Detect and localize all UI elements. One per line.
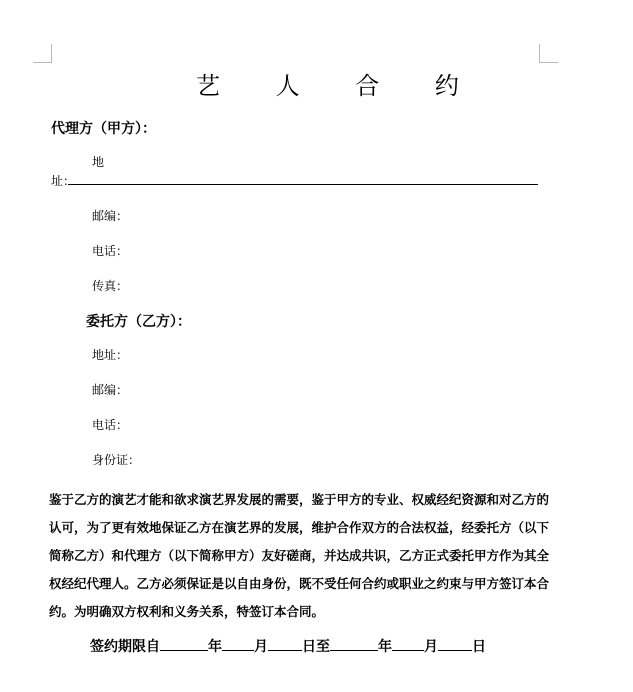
- party-a-address-label: 址：: [51, 174, 76, 188]
- preamble-paragraph: 鉴于乙方的演艺才能和欲求演艺界发展的需要，鉴于甲方的专业、权威经纪资源和对乙方的认可，为了更有效地保证乙方在演艺界的发展，维护合作双方的合法权益，经委托方（以下简称乙方）和代理方（以下简称甲方）友好磋商，并达成共识，乙方正式委托甲方作为其全权经纪代理人。乙方必须保证是以自由身份，既不受任何合约或职业之约束与甲方签订本合约。为明确双方权利和义务关系，特签订本合同。: [49, 492, 550, 619]
- start-month-label: 月: [254, 639, 268, 655]
- party-b-phone-label: 电话：: [92, 418, 129, 432]
- party-a-postcode-label: 邮编：: [92, 209, 129, 223]
- party-b-heading: 委托方（乙方）：: [86, 314, 191, 330]
- end-month-label: 月: [424, 639, 438, 655]
- party-b-id-label: 身份证：: [92, 453, 141, 467]
- party-b-address-label: 地址：: [92, 348, 129, 362]
- contract-title: 艺 人 合 约: [196, 72, 483, 100]
- page-corner-mark-top-right: [539, 44, 558, 63]
- start-year-label: 年: [208, 639, 222, 655]
- end-year-blank: [330, 636, 378, 651]
- page-corner-mark-top-left: [33, 44, 52, 63]
- end-month-blank: [392, 636, 424, 651]
- end-year-label: 年: [378, 639, 392, 655]
- start-day-blank: [268, 636, 302, 651]
- term-prefix: 签约期限自: [90, 639, 160, 655]
- party-a-address-label-top: 地: [92, 155, 105, 169]
- start-month-blank: [222, 636, 254, 651]
- party-a-address-line: [68, 184, 538, 185]
- start-year-blank: [160, 636, 208, 651]
- end-day-label: 日: [472, 639, 486, 655]
- term-line: [90, 636, 486, 656]
- day-to-label: 日至: [302, 639, 330, 655]
- party-a-heading: 代理方（甲方）：: [51, 121, 156, 137]
- party-b-postcode-label: 邮编：: [92, 383, 129, 397]
- party-a-fax-label: 传真：: [92, 279, 129, 293]
- end-day-blank: [438, 636, 472, 651]
- party-a-phone-label: 电话：: [92, 244, 129, 258]
